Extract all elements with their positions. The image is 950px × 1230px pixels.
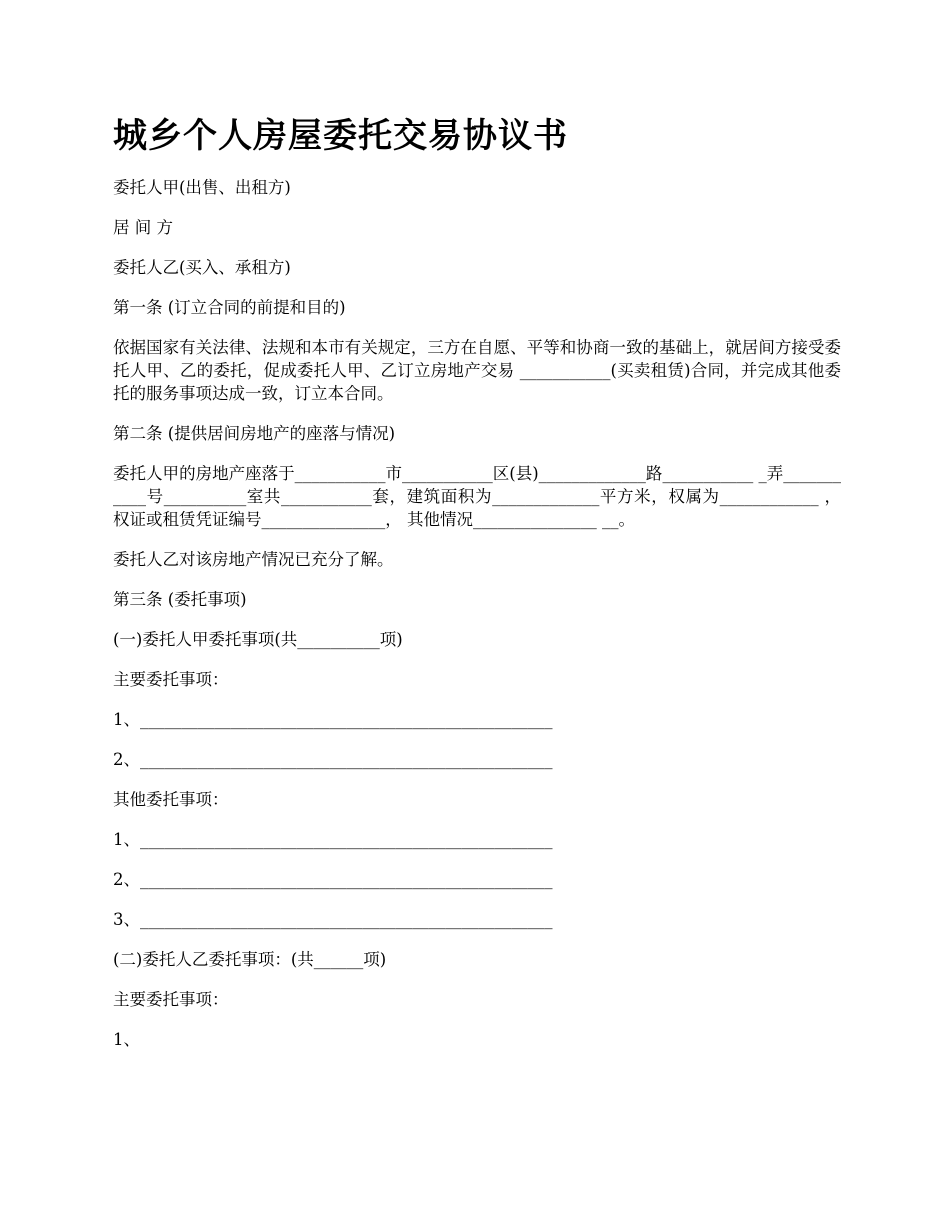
other-matter-line-1: 1、__________________________________________________ <box>113 830 553 849</box>
party-b-main-matters-label: 主要委托事项： <box>113 990 229 1009</box>
intermediary-label: 居 间 方 <box>113 218 173 237</box>
article-1-body: 依据国家有关法律、法规和本市有关规定，三方在自愿、平等和协商一致的基础上，就居间方接受委托人甲、乙的委托，促成委托人甲、乙订立房地产交易 ___________(买卖租赁)合同，并完成其他委托的服务事项达成一致，订立本合同。 <box>113 338 841 403</box>
article-3-heading: 第三条 (委托事项) <box>113 590 247 609</box>
main-matter-line-2: 2、__________________________________________________ <box>113 750 553 769</box>
article-2-body: 委托人甲的房地产座落于___________市___________区(县)_____________路___________ _弄___________号__________室共___________套，建筑面积为_____________平方米，权属为____________ ，权证或租赁凭证编号_______________， 其他情况_______________ __。 <box>113 464 841 529</box>
main-matter-line-1: 1、__________________________________________________ <box>113 710 553 729</box>
party-b-matters-heading: (二)委托人乙委托事项：(共______项) <box>113 950 387 969</box>
document-title: 城乡个人房屋委托交易协议书 <box>113 116 568 156</box>
article-1-heading: 第一条 (订立合同的前提和目的) <box>113 298 346 317</box>
other-matter-line-3: 3、__________________________________________________ <box>113 910 553 929</box>
document-page <box>113 112 841 1068</box>
party-a-label: 委托人甲(出售、出租方) <box>113 178 291 197</box>
other-matter-line-2: 2、__________________________________________________ <box>113 870 553 889</box>
party-b-main-matter-line-1: 1、 <box>113 1030 140 1049</box>
main-matters-label: 主要委托事项： <box>113 670 229 689</box>
article-2-heading: 第二条 (提供居间房地产的座落与情况) <box>113 424 396 443</box>
party-a-matters-heading: (一)委托人甲委托事项(共__________项) <box>113 630 403 649</box>
other-matters-label: 其他委托事项： <box>113 790 229 809</box>
party-b-understanding: 委托人乙对该房地产情况已充分了解。 <box>113 550 394 569</box>
party-b-label: 委托人乙(买入、承租方) <box>113 258 291 277</box>
